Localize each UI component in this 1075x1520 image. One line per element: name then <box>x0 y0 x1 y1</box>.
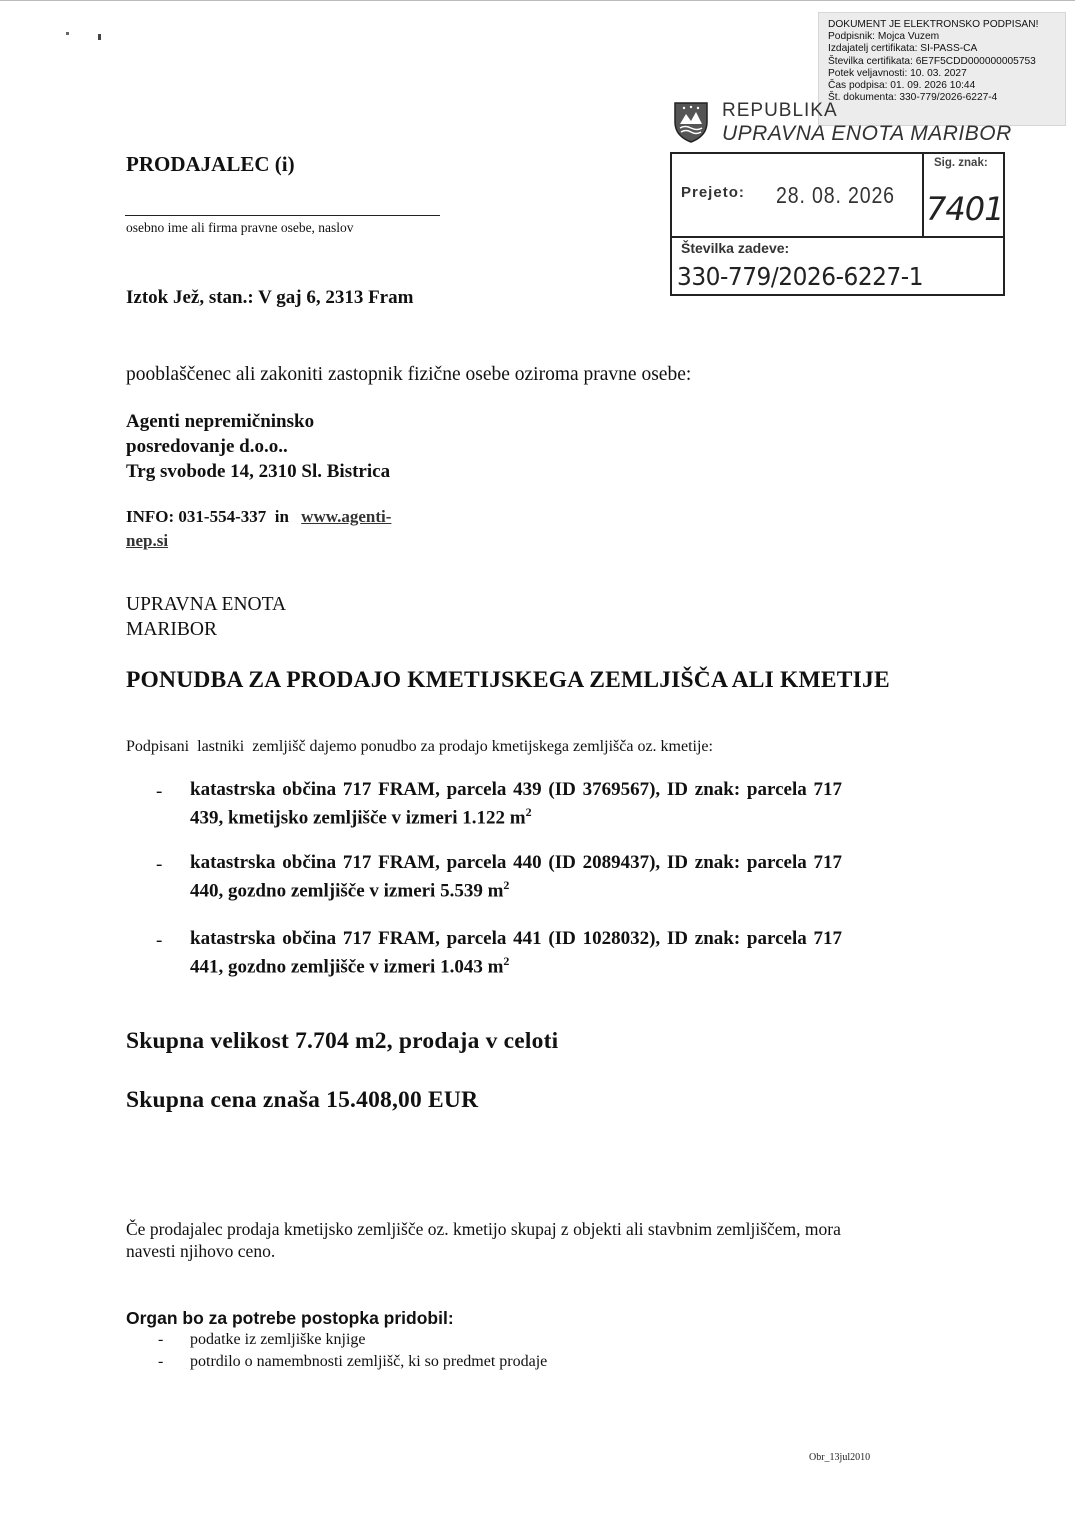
stamp-divider-h <box>670 236 1004 238</box>
received-date: 28. 08. 2026 <box>776 182 895 208</box>
esignature-line: Čas podpisa: 01. 09. 2026 10:44 <box>828 80 976 92</box>
coat-of-arms-icon <box>672 100 710 144</box>
agency-name-line1: Agenti nepremičninsko <box>126 411 315 432</box>
recipient-line1: UPRAVNA ENOTA <box>126 594 287 615</box>
received-stamp <box>670 152 1004 296</box>
total-size: Skupna velikost 7.704 m2, prodaja v celoti <box>126 1028 559 1054</box>
esignature-line: Št. dokumenta: 330-779/2026-6227-4 <box>828 92 998 104</box>
dash-bullet: - <box>158 1353 164 1370</box>
offer-intro: Podpisani lastniki zemljišč dajemo ponudbo za prodajo kmetijskega zemljišča oz. kmetije: <box>126 738 713 755</box>
parcel-area-unit-sup: 2 <box>503 954 510 968</box>
esignature-line: DOKUMENT JE ELEKTRONSKO PODPISAN! <box>828 19 1039 30</box>
parcel-line1: katastrska občina 717 FRAM, parcela 440 (ID 2089437), ID znak: parcela 717 <box>190 852 842 873</box>
seller-field-caption: osebno ime ali firma pravne osebe, naslov <box>126 220 354 235</box>
parcel-line1: katastrska občina 717 FRAM, parcela 441 (ID 1028032), ID znak: parcela 717 <box>190 928 842 949</box>
seller-heading: PRODAJALEC (i) <box>126 152 295 176</box>
parcel-area: 440, gozdno zemljišče v izmeri 5.539 m <box>190 880 504 902</box>
sig-value: 7401 <box>926 190 1004 228</box>
parcel-line2 <box>190 878 509 902</box>
dash-bullet: - <box>156 930 163 951</box>
top-border <box>0 0 1075 1</box>
esignature-line: Potek veljavnosti: 10. 03. 2027 <box>828 67 967 79</box>
organ-heading: Organ bo za potrebe postopka pridobil: <box>126 1308 454 1328</box>
dash-bullet: - <box>156 854 163 875</box>
document-title: PONUDBA ZA PRODAJO KMETIJSKEGA ZEMLJIŠČA ALI KMETIJE <box>126 667 890 693</box>
parcel-line2 <box>190 954 509 978</box>
recipient-line2: MARIBOR <box>126 619 218 640</box>
sig-label: Sig. znak: <box>934 157 988 169</box>
agency-phone: INFO: 031-554-337 in <box>126 507 294 526</box>
organ-item-text: podatke iz zemljiške knjige <box>190 1331 366 1348</box>
parcel-area-unit-sup: 2 <box>503 878 510 892</box>
organ-item-text: potrdilo o namembnosti zemljišč, ki so predmet prodaje <box>190 1353 548 1370</box>
note-line2: navesti njihovo ceno. <box>126 1241 276 1261</box>
parcel-area: 441, gozdno zemljišče v izmeri 1.043 m <box>190 956 504 978</box>
seller-name: Iztok Jež, stan.: V gaj 6, 2313 Fram <box>126 287 414 308</box>
form-code: Obr_13jul2010 <box>809 1452 871 1463</box>
parcel-line2 <box>190 805 532 829</box>
representative-intro: pooblaščenec ali zakoniti zastopnik fizične osebe oziroma pravne osebe: <box>126 364 692 385</box>
parcel-area-unit-sup: 2 <box>525 805 532 819</box>
esignature-box <box>818 12 1066 126</box>
stamp-border-top <box>670 152 1004 154</box>
case-value: 330-779/2026-6227-1 <box>677 262 924 291</box>
agency-website-link[interactable]: www.agenti- <box>301 507 392 526</box>
dash-bullet: - <box>156 781 163 802</box>
esignature-line: Številka certifikata: 6E7F5CDD000000005753 <box>828 55 1036 67</box>
republic-label: REPUBLIKA <box>722 100 838 121</box>
authority-name: UPRAVNA ENOTA MARIBOR <box>722 122 1012 145</box>
scan-mark <box>98 34 101 40</box>
esignature-line: Podpisnik: Mojca Vuzem <box>828 31 940 43</box>
total-price: Skupna cena znaša 15.408,00 EUR <box>126 1087 479 1113</box>
dash-bullet: - <box>158 1331 164 1348</box>
parcel-line1: katastrska občina 717 FRAM, parcela 439 (ID 3769567), ID znak: parcela 717 <box>190 779 842 800</box>
note-line1: Če prodajalec prodaja kmetijsko zemljišče oz. kmetijo skupaj z objekti ali stavbnim zemljiščem, mora <box>126 1219 841 1239</box>
stamp-border-left <box>670 152 672 294</box>
agency-address: Trg svobode 14, 2310 Sl. Bistrica <box>126 461 391 482</box>
case-label: Številka zadeve: <box>681 240 790 256</box>
esignature-line: Izdajatelj certifikata: SI-PASS-CA <box>828 43 978 55</box>
scan-mark <box>66 32 69 35</box>
agency-name-line2: posredovanje d.o.o.. <box>126 436 288 457</box>
agency-website-link-cont[interactable]: nep.si <box>126 531 169 550</box>
seller-field-line <box>125 215 440 216</box>
received-label: Prejeto: <box>681 184 745 201</box>
agency-info <box>126 507 391 527</box>
parcel-area: 439, kmetijsko zemljišče v izmeri 1.122 m <box>190 807 526 829</box>
stamp-border-bottom <box>670 294 1004 296</box>
stamp-divider-v <box>922 152 924 237</box>
